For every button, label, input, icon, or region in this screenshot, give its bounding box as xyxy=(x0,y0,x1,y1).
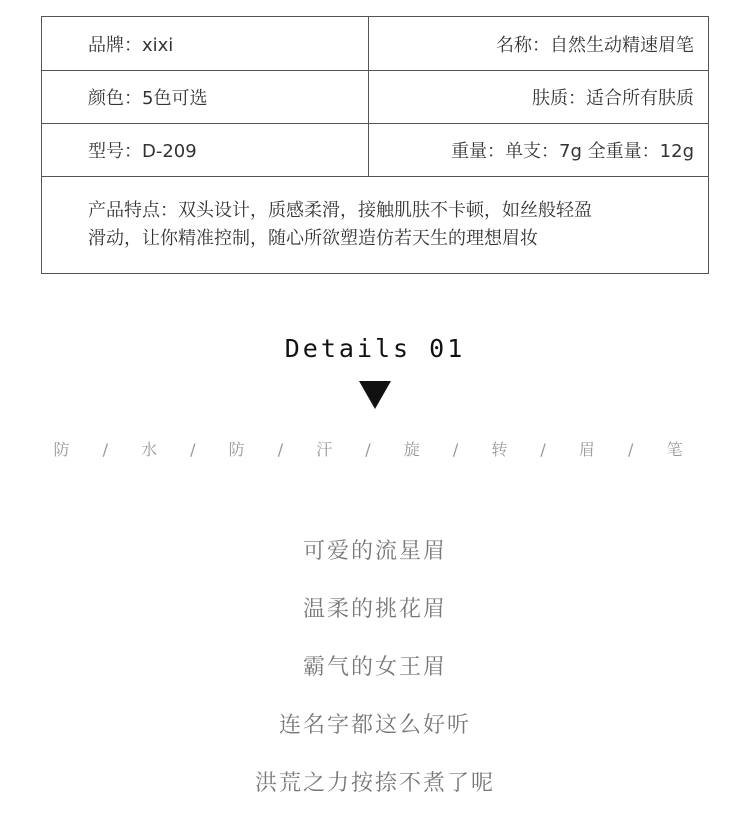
color-cell: 颜色：5色可选 xyxy=(88,87,208,109)
weight-cell: 重量：单支：7g 全重量：12g xyxy=(451,140,694,162)
spec-row xyxy=(42,70,708,124)
skin-type-cell: 肤质：适合所有肤质 xyxy=(532,87,694,109)
brand-cell: 品牌：xixi xyxy=(88,34,174,56)
down-triangle-icon xyxy=(359,381,391,409)
details-title: Details 01 xyxy=(284,334,466,363)
eyebrow-lines xyxy=(0,534,750,824)
model-cell: 型号：D-209 xyxy=(88,140,197,162)
eyebrow-line: 霸气的女王眉 xyxy=(302,655,447,680)
product-features xyxy=(88,197,678,253)
details-subtitle: 防 / 水 / 防 / 汗 / 旋 / 转 / 眉 / 笔 xyxy=(53,440,697,459)
eyebrow-line: 可爱的流星眉 xyxy=(302,539,447,564)
spec-table xyxy=(41,16,709,274)
eyebrow-line: 连名字都这么好听 xyxy=(278,713,471,738)
name-cell: 名称：自然生动精速眉笔 xyxy=(496,34,694,56)
features-row xyxy=(42,176,708,273)
features-line-1: 产品特点：双头设计，质感柔滑，接触肌肤不卡顿，如丝般轻盈 xyxy=(88,200,592,221)
features-line-2: 滑动，让你精准控制，随心所欲塑造仿若天生的理想眉妆 xyxy=(88,228,538,249)
eyebrow-line: 温柔的挑花眉 xyxy=(302,597,447,622)
spec-row xyxy=(42,123,708,177)
spec-row xyxy=(42,17,708,71)
eyebrow-line: 洪荒之力按捺不煮了呢 xyxy=(254,771,495,796)
